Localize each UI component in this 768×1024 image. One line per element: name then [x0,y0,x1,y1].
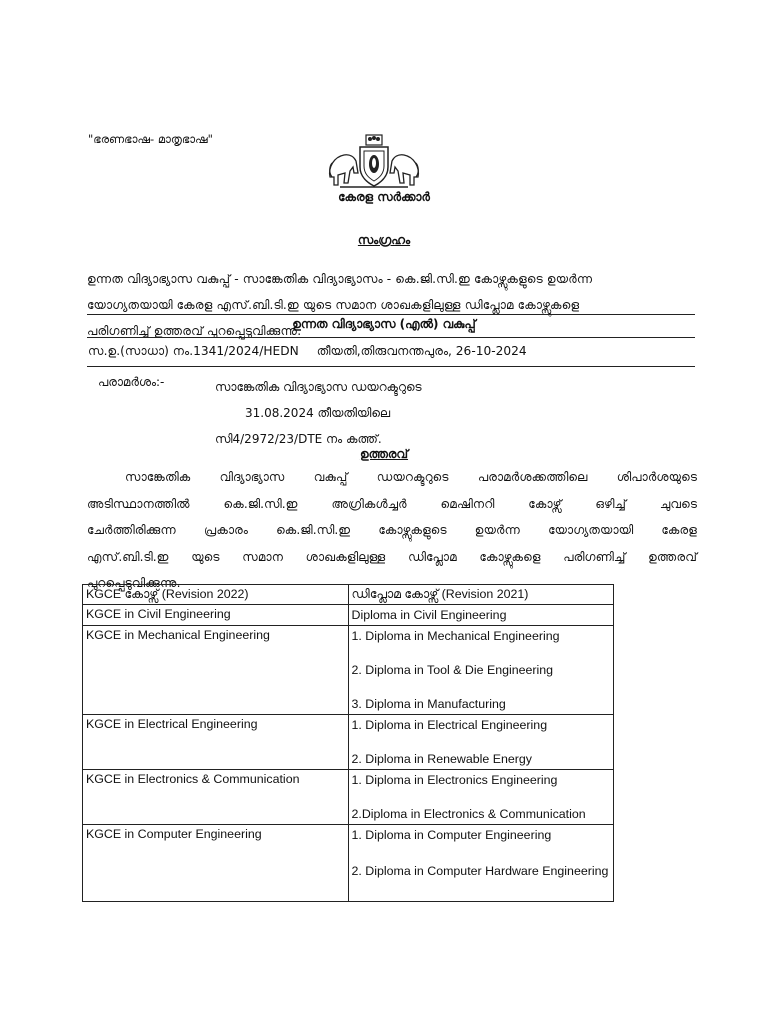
diploma-item: 2. Diploma in Renewable Energy [351,752,532,766]
diploma-item: 1. Diploma in Mechanical Engineering [351,629,560,643]
diploma-item: 2. Diploma in Computer Hardware Engineering [351,864,609,878]
kerala-state-emblem-icon [326,133,422,191]
kgce-course-cell: KGCE in Civil Engineering [83,605,349,626]
cell-spacer [352,881,611,899]
table-row [83,770,614,825]
order-heading: ഉത്തരവ് [359,447,409,461]
kgce-course-cell: KGCE in Mechanical Engineering [83,626,349,715]
abstract-title: സംഗ്രഹം [357,233,411,247]
department-name: ഉന്നത വിദ്യാഭ്യാസ (എൽ) വകുപ്പ് [292,317,476,331]
reference-line: സി4/2972/23/DTE നം കത്ത്. [215,432,382,446]
kgce-course-cell: KGCE in Electrical Engineering [83,715,349,770]
table-row [83,626,614,715]
subject-line: ഉന്നത വിദ്യാഭ്യാസ വകുപ്പ് - സാങ്കേതിക വിദ്യാഭ്യാസം - കെ.ജി.സി.ഇ കോഴ്സുകളുടെ ഉയർന്ന [87,272,593,286]
official-language-motto: "ഭരണഭാഷ- മാതൃഭാഷ" [88,132,213,146]
diploma-course-cell [348,770,614,825]
table-row [83,715,614,770]
table-header-kgce: KGCE കോഴ്സ് (Revision 2022) [83,585,349,605]
diploma-item: 2.Diploma in Electronics & Communication [351,807,586,821]
table-row [83,605,614,626]
subject-line: പരിഗണിച്ച് ഉത്തരവ് പുറപ്പെടുവിക്കുന്നു. [87,324,302,338]
reference-line [215,374,422,426]
divider-department [87,337,695,338]
divider-order-number [87,366,695,367]
table-header-diploma: ഡിപ്ലോമ കോഴ്സ് (Revision 2021) [348,585,614,605]
order-number: സ.ഉ.(സാധാ) നം.1341/2024/HEDN [88,344,299,358]
order-body-line: അടിസ്ഥാനത്തിൽ കെ.ജി.സി.ഇ അഗ്രികൾച്ചർ മെഷിനറി കോഴ്സ് ഒഴിച്ച് ചുവടെ [87,496,697,511]
diploma-item: 1. Diploma in Electrical Engineering [351,718,548,732]
table-header-row [83,585,614,605]
divider-top [87,314,695,315]
diploma-item: Diploma in Civil Engineering [351,608,507,622]
order-body-line: എസ്.ബി.ടി.ഇ യുടെ സമാന ശാഖകളിലുള്ള ഡിപ്ലോമ കോഴ്സുകളെ പരിഗണിച്ച് ഉത്തരവ് [87,549,697,564]
diploma-item: 1. Diploma in Electronics Engineering [351,773,558,787]
diploma-course-cell [348,626,614,715]
diploma-item: 1. Diploma in Computer Engineering [351,828,552,842]
subject-line: യോഗ്യതയായി കേരള എസ്.ബി.ടി.ഇ യുടെ സമാന ശാഖകളിലുള്ള ഡിപ്ലോമ കോഴ്സുകളെ [87,298,580,312]
order-body-line: പുറപ്പെടുവിക്കുന്നു. [87,576,181,590]
order-body-line: ചേർത്തിരിക്കുന്ന പ്രകാരം കെ.ജി.സി.ഇ കോഴ്സുകളുടെ ഉയർന്ന യോഗ്യതയായി കേരള [87,523,697,537]
course-equivalence-table [82,584,614,902]
diploma-item: 2. Diploma in Tool & Die Engineering [351,663,554,677]
table-row [83,825,614,902]
order-body [87,464,697,597]
order-number-line [88,344,527,359]
kgce-course-cell: KGCE in Computer Engineering [83,825,349,902]
government-name: കേരള സർക്കാർ [338,190,430,204]
reference-label: പരാമർശം:- [98,375,165,389]
order-body-line: സാങ്കേതിക വിദ്യാഭ്യാസ വകുപ്പ് ഡയറക്ടറുടെ പരാമർശക്കത്തിലെ ശിപാർശയുടെ [125,470,697,484]
reference-line-part: 31.08.2024 തീയതിയിലെ [245,406,391,420]
reference-line-part: സാങ്കേതിക വിദ്യാഭ്യാസ ഡയറക്ടറുടെ [215,380,422,394]
subject-spacer [87,240,687,266]
reference-text [215,374,422,452]
kgce-course-cell: KGCE in Electronics & Communication [83,770,349,825]
diploma-item: 3. Diploma in Manufacturing [351,697,506,711]
order-date: തീയതി,തിരുവനന്തപുരം, 26-10-2024 [316,344,527,358]
diploma-course-cell [348,715,614,770]
diploma-course-cell [348,605,614,626]
diploma-course-cell [348,825,614,902]
